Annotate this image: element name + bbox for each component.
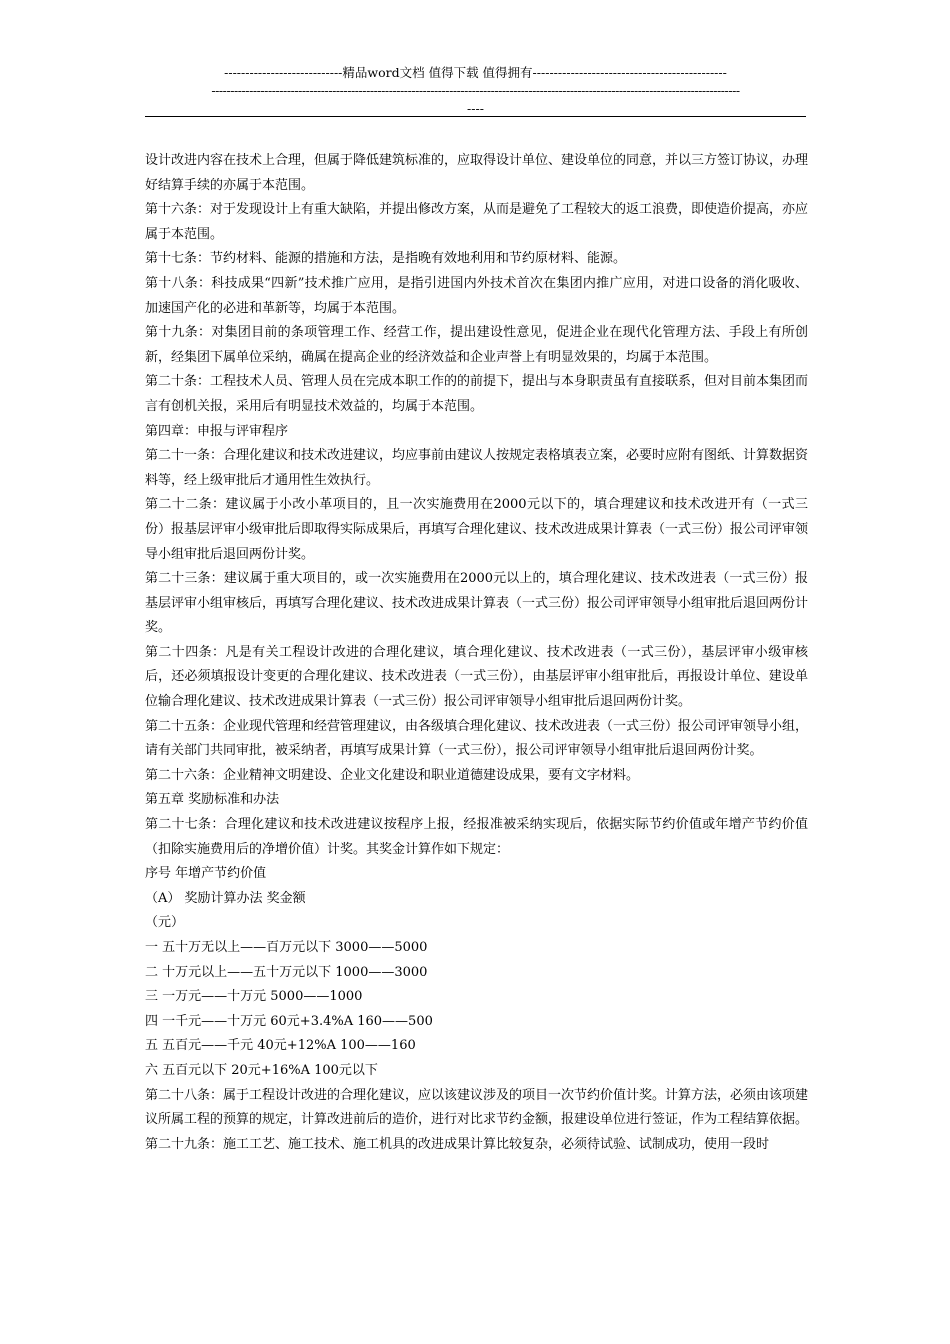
header-line-1: ----------------------------精品word文档 值得下载 值得拥有---------------------------------------------- bbox=[224, 65, 727, 80]
table-line: 二 十万元以上——五十万元以下 1000——3000 bbox=[145, 964, 428, 980]
table-line: 三 一万元——十万元 5000——1000 bbox=[145, 989, 363, 1005]
paragraph: 第二十条：工程技术人员、管理人员在完成本职工作的的前提下，提出与本身职责虽有直接联系，但对目前本集团而言有创机关报，采用后有明显技术效益的，均属于本范围。 bbox=[145, 374, 809, 414]
paragraph: 第二十九条：施工工艺、施工技术、施工机具的改进成果计算比较复杂，必须待试验、试制成功，使用一段时 bbox=[145, 1136, 770, 1152]
table-line: 五 五百元——千元 40元+12%A 100——160 bbox=[145, 1038, 416, 1054]
paragraph: 第十七条：节约材料、能源的措施和方法，是指晚有效地利用和节约原材料、能源。 bbox=[145, 251, 627, 267]
table-line: （元） bbox=[145, 915, 185, 931]
header-line-3: ---- bbox=[467, 101, 484, 116]
paragraph: 第二十三条：建议属于重大项目的，或一次实施费用在2000元以上的，填合理化建议、技术改进表（一式三份）报基层评审小组审核后，再填写合理化建议、技术改进成果计算表（一式三份）报公司评审领导小组审批后退回两份计奖。 bbox=[145, 571, 809, 636]
table-line: 六 五百元以下 20元+16%A 100元以下 bbox=[145, 1062, 378, 1078]
paragraph: 第二十七条：合理化建议和技术改进建议按程序上报，经报准被采纳实现后，依据实际节约价值或年增产节约价值（扣除实施费用后的净增价值）计奖。其奖金计算作如下规定： bbox=[145, 817, 808, 857]
table-line: （A） 奖励计算办法 奖金额 bbox=[145, 890, 306, 906]
paragraph: 设计改进内容在技术上合理，但属于降低建筑标准的，应取得设计单位、建设单位的同意，并以三方签订协议，办理好结算手续的亦属于本范围。 bbox=[145, 153, 809, 193]
paragraph: 第十六条：对于发现设计上有重大缺陷，并提出修改方案，从而是避免了工程较大的返工浪费，即使造价提高，亦应属于本范围。 bbox=[145, 202, 809, 242]
table-line: 一 五十万无以上——百万元以下 3000——5000 bbox=[145, 940, 428, 955]
paragraph: 第二十四条：凡是有关工程设计改进的合理化建议，填合理化建议、技术改进表（一式三份），基层评审小级审核后，还必须填报设计变更的合理化建议、技术改进表（一式三份），由基层评审小组审批后，再报设计单位、建设单位输合理化建议、技术改进成果计算表（一式三份）报公司评审领导小组审批后退回两份计奖。 bbox=[145, 644, 808, 710]
header-rule bbox=[145, 116, 806, 117]
paragraph: 第二十八条：属于工程设计改进的合理化建议，应以该建议涉及的项目一次节约价值计奖。计算方法，必须由该项建议所属工程的预算的规定，计算改进前后的造价，进行对比求节约金额，报建设单位进行签证，作为工程结算依据。 bbox=[145, 1087, 809, 1128]
document-body bbox=[145, 149, 808, 1157]
header-line-2: -------------------------------------------------------------------------------------------------------------------------------------------- bbox=[211, 83, 740, 98]
paragraph: 第十九条：对集团目前的条项管理工作、经营工作，提出建设性意见，促进企业在现代化管理方法、手段上有所创新，经集团下属单位采纳，确属在提高企业的经济效益和企业声誉上有明显效果的，均属于本范围。 bbox=[145, 325, 808, 365]
chapter-heading: 第五章 奖励标准和办法 bbox=[145, 792, 280, 808]
paragraph: 第十八条：科技成果“四新”技术推广应用，是指引进国内外技术首次在集团内推广应用，对进口设备的消化吸收、加速国产化的必进和革新等，均属于本范围。 bbox=[145, 275, 808, 316]
paragraph: 第二十五条：企业现代管理和经营管理建议，由各级填合理化建议、技术改进表（一式三份）报公司评审领导小组，请有关部门共同审批，被采纳者，再填写成果计算（一式三份），报公司评审领导小组审批后退回两份计奖。 bbox=[145, 718, 809, 759]
page-header bbox=[145, 64, 806, 118]
chapter-heading: 第四章：申报与评审程序 bbox=[145, 423, 289, 439]
paragraph: 第二十一条：合理化建议和技术改进建议，均应事前由建议人按规定表格填表立案，必要时应附有图纸、计算数据资料等，经上级审批后才通用性生效执行。 bbox=[145, 448, 809, 488]
paragraph: 第二十六条：企业精神文明建设、企业文化建设和职业道德建设成果，要有文字材料。 bbox=[145, 767, 640, 783]
table-line: 四 一千元——十万元 60元+3.4%A 160——500 bbox=[145, 1013, 433, 1029]
table-line: 序号 年增产节约价值 bbox=[145, 866, 267, 882]
paragraph: 第二十二条：建议属于小改小革项目的，且一次实施费用在2000元以下的，填合理建议和技术改进开有（一式三份）报基层评审小级审批后即取得实际成果后，再填写合理化建议、技术改进成果计算表（一式三份）报公司评审领导小组审批后退回两份计奖。 bbox=[145, 497, 809, 562]
